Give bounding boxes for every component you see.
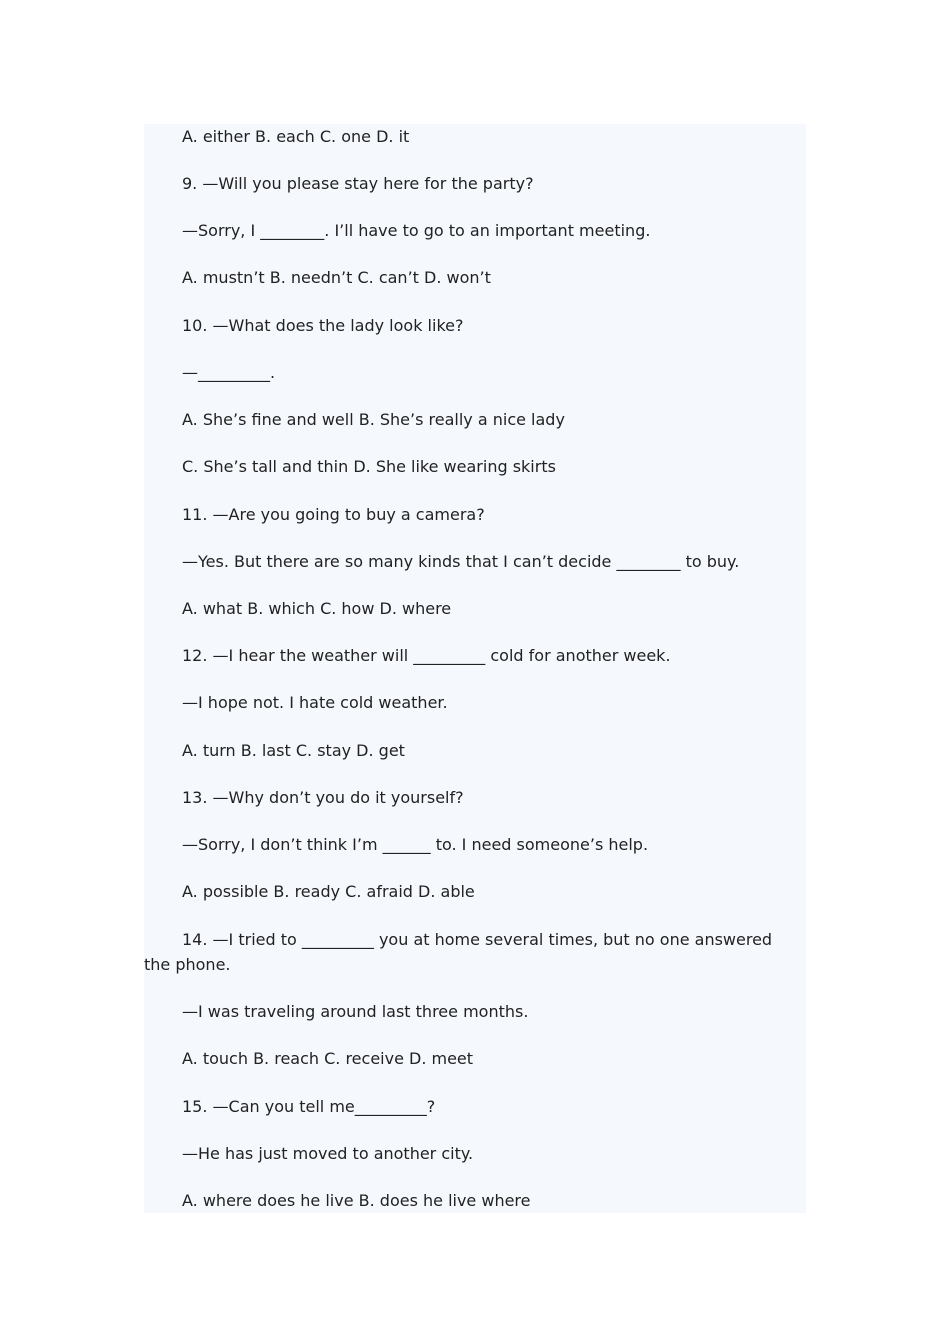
question-14-reply: —I was traveling around last three months.: [182, 1002, 529, 1021]
answer-options-8: A. either B. each C. one D. it: [182, 127, 410, 146]
answer-options-15-ab: A. where does he live B. does he live where: [182, 1191, 531, 1210]
question-12: 12. —I hear the weather will _________ cold for another week.: [182, 646, 671, 665]
question-14-continued: the phone.: [144, 955, 231, 974]
question-9: 9. —Will you please stay here for the party?: [182, 174, 534, 193]
question-15-reply: —He has just moved to another city.: [182, 1144, 474, 1163]
question-11-reply: —Yes. But there are so many kinds that I can’t decide ________ to buy.: [182, 552, 740, 571]
question-9-reply: —Sorry, I ________. I’ll have to go to an important meeting.: [182, 221, 651, 240]
question-13: 13. —Why don’t you do it yourself?: [182, 788, 464, 807]
answer-options-14: A. touch B. reach C. receive D. meet: [182, 1049, 474, 1068]
question-13-reply: —Sorry, I don’t think I’m ______ to. I need someone’s help.: [182, 835, 649, 854]
question-11: 11. —Are you going to buy a camera?: [182, 505, 485, 524]
document-page: [144, 124, 806, 1213]
answer-options-10-cd: C. She’s tall and thin D. She like wearing skirts: [182, 457, 556, 476]
answer-options-10-ab: A. She’s fine and well B. She’s really a nice lady: [182, 410, 565, 429]
answer-options-11: A. what B. which C. how D. where: [182, 599, 452, 618]
answer-options-13: A. possible B. ready C. afraid D. able: [182, 882, 475, 901]
question-15: 15. —Can you tell me_________?: [182, 1097, 436, 1116]
question-12-reply: —I hope not. I hate cold weather.: [182, 693, 448, 712]
question-14: 14. —I tried to _________ you at home several times, but no one answered: [182, 930, 773, 949]
question-10-reply: —_________.: [182, 363, 276, 382]
answer-options-9: A. mustn’t B. needn’t C. can’t D. won’t: [182, 268, 491, 287]
answer-options-12: A. turn B. last C. stay D. get: [182, 741, 405, 760]
question-10: 10. —What does the lady look like?: [182, 316, 464, 335]
